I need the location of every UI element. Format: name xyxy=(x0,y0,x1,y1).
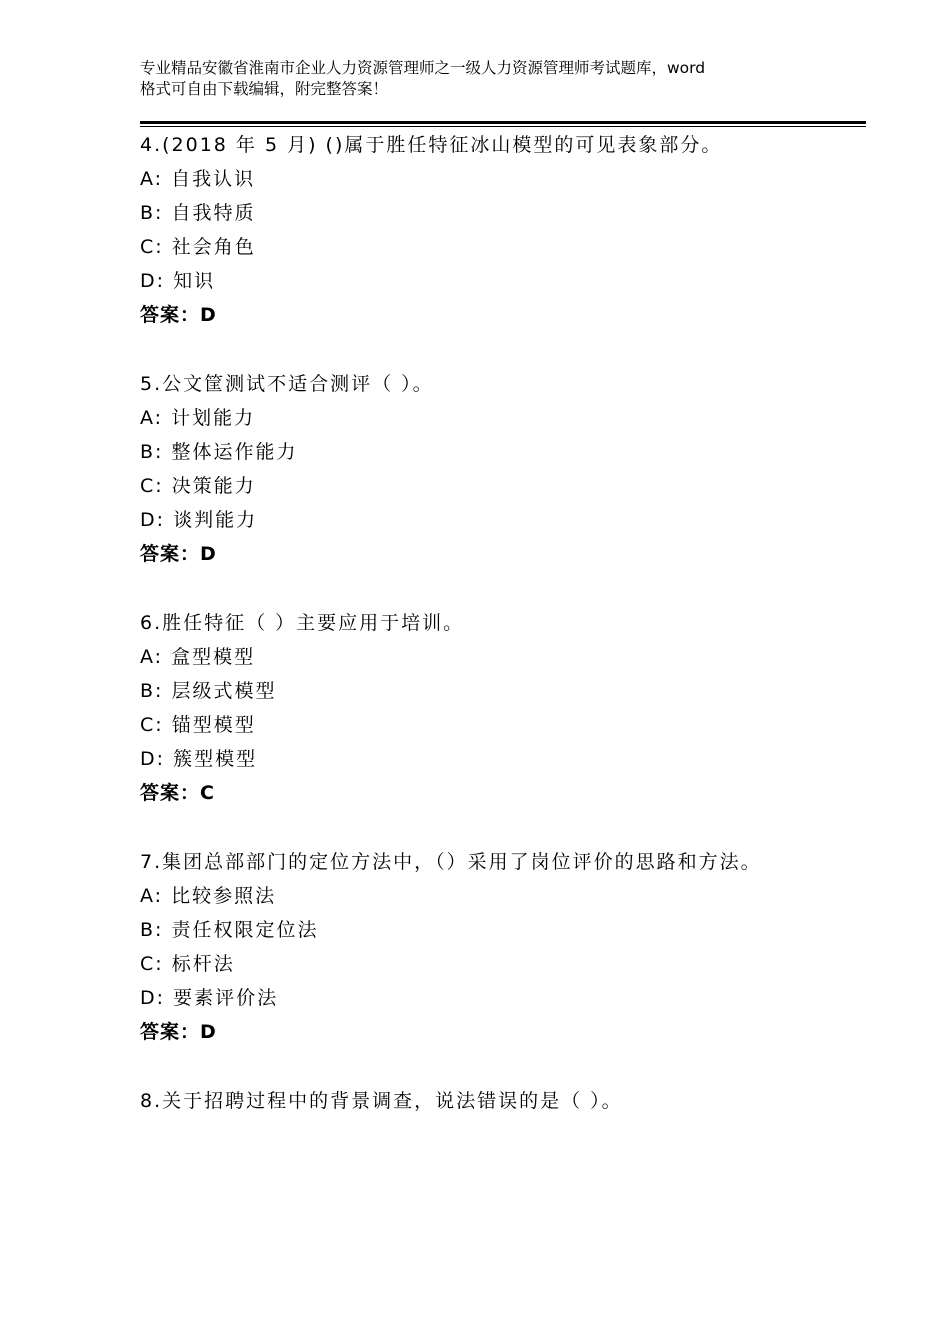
question-4 xyxy=(140,128,866,367)
option-a: A: 盒型模型 xyxy=(140,646,256,668)
option-d: D: 谈判能力 xyxy=(140,509,258,531)
option-a: A: 计划能力 xyxy=(140,407,256,429)
header-line-2: 格式可自由下载编辑，附完整答案！ xyxy=(140,80,389,98)
option-b: B: 整体运作能力 xyxy=(140,441,298,463)
option-b: B: 自我特质 xyxy=(140,202,256,224)
document-header xyxy=(140,58,840,100)
header-divider-thick xyxy=(140,121,866,124)
header-divider-thin xyxy=(140,126,866,127)
answer-label: 答案：D xyxy=(140,304,217,326)
question-5 xyxy=(140,367,866,606)
answer-label: 答案：C xyxy=(140,782,215,804)
answer-label: 答案：D xyxy=(140,543,217,565)
question-list xyxy=(140,128,866,1323)
option-c: C: 决策能力 xyxy=(140,475,256,497)
question-stem: 8.关于招聘过程中的背景调查，说法错误的是（ ）。 xyxy=(140,1090,623,1112)
question-8 xyxy=(140,1084,866,1323)
answer-label: 答案：D xyxy=(140,1021,217,1043)
question-stem: 7.集团总部部门的定位方法中，（）采用了岗位评价的思路和方法。 xyxy=(140,851,762,873)
option-b: B: 层级式模型 xyxy=(140,680,277,702)
option-c: C: 锚型模型 xyxy=(140,714,256,736)
option-d: D: 知识 xyxy=(140,270,216,292)
option-b: B: 责任权限定位法 xyxy=(140,919,319,941)
header-line-1: 专业精品安徽省淮南市企业人力资源管理师之一级人力资源管理师考试题库，word xyxy=(140,59,706,77)
question-stem: 6.胜任特征（ ）主要应用于培训。 xyxy=(140,612,465,634)
question-6 xyxy=(140,606,866,845)
question-stem: 5.公文筐测试不适合测评（ ）。 xyxy=(140,373,434,395)
option-d: D: 簇型模型 xyxy=(140,748,258,770)
option-a: A: 自我认识 xyxy=(140,168,256,190)
option-c: C: 标杆法 xyxy=(140,953,235,975)
option-a: A: 比较参照法 xyxy=(140,885,277,907)
option-c: C: 社会角色 xyxy=(140,236,256,258)
question-stem: 4.(2018 年 5 月) ()属于胜任特征冰山模型的可见表象部分。 xyxy=(140,134,723,156)
question-7 xyxy=(140,845,866,1084)
option-d: D: 要素评价法 xyxy=(140,987,279,1009)
